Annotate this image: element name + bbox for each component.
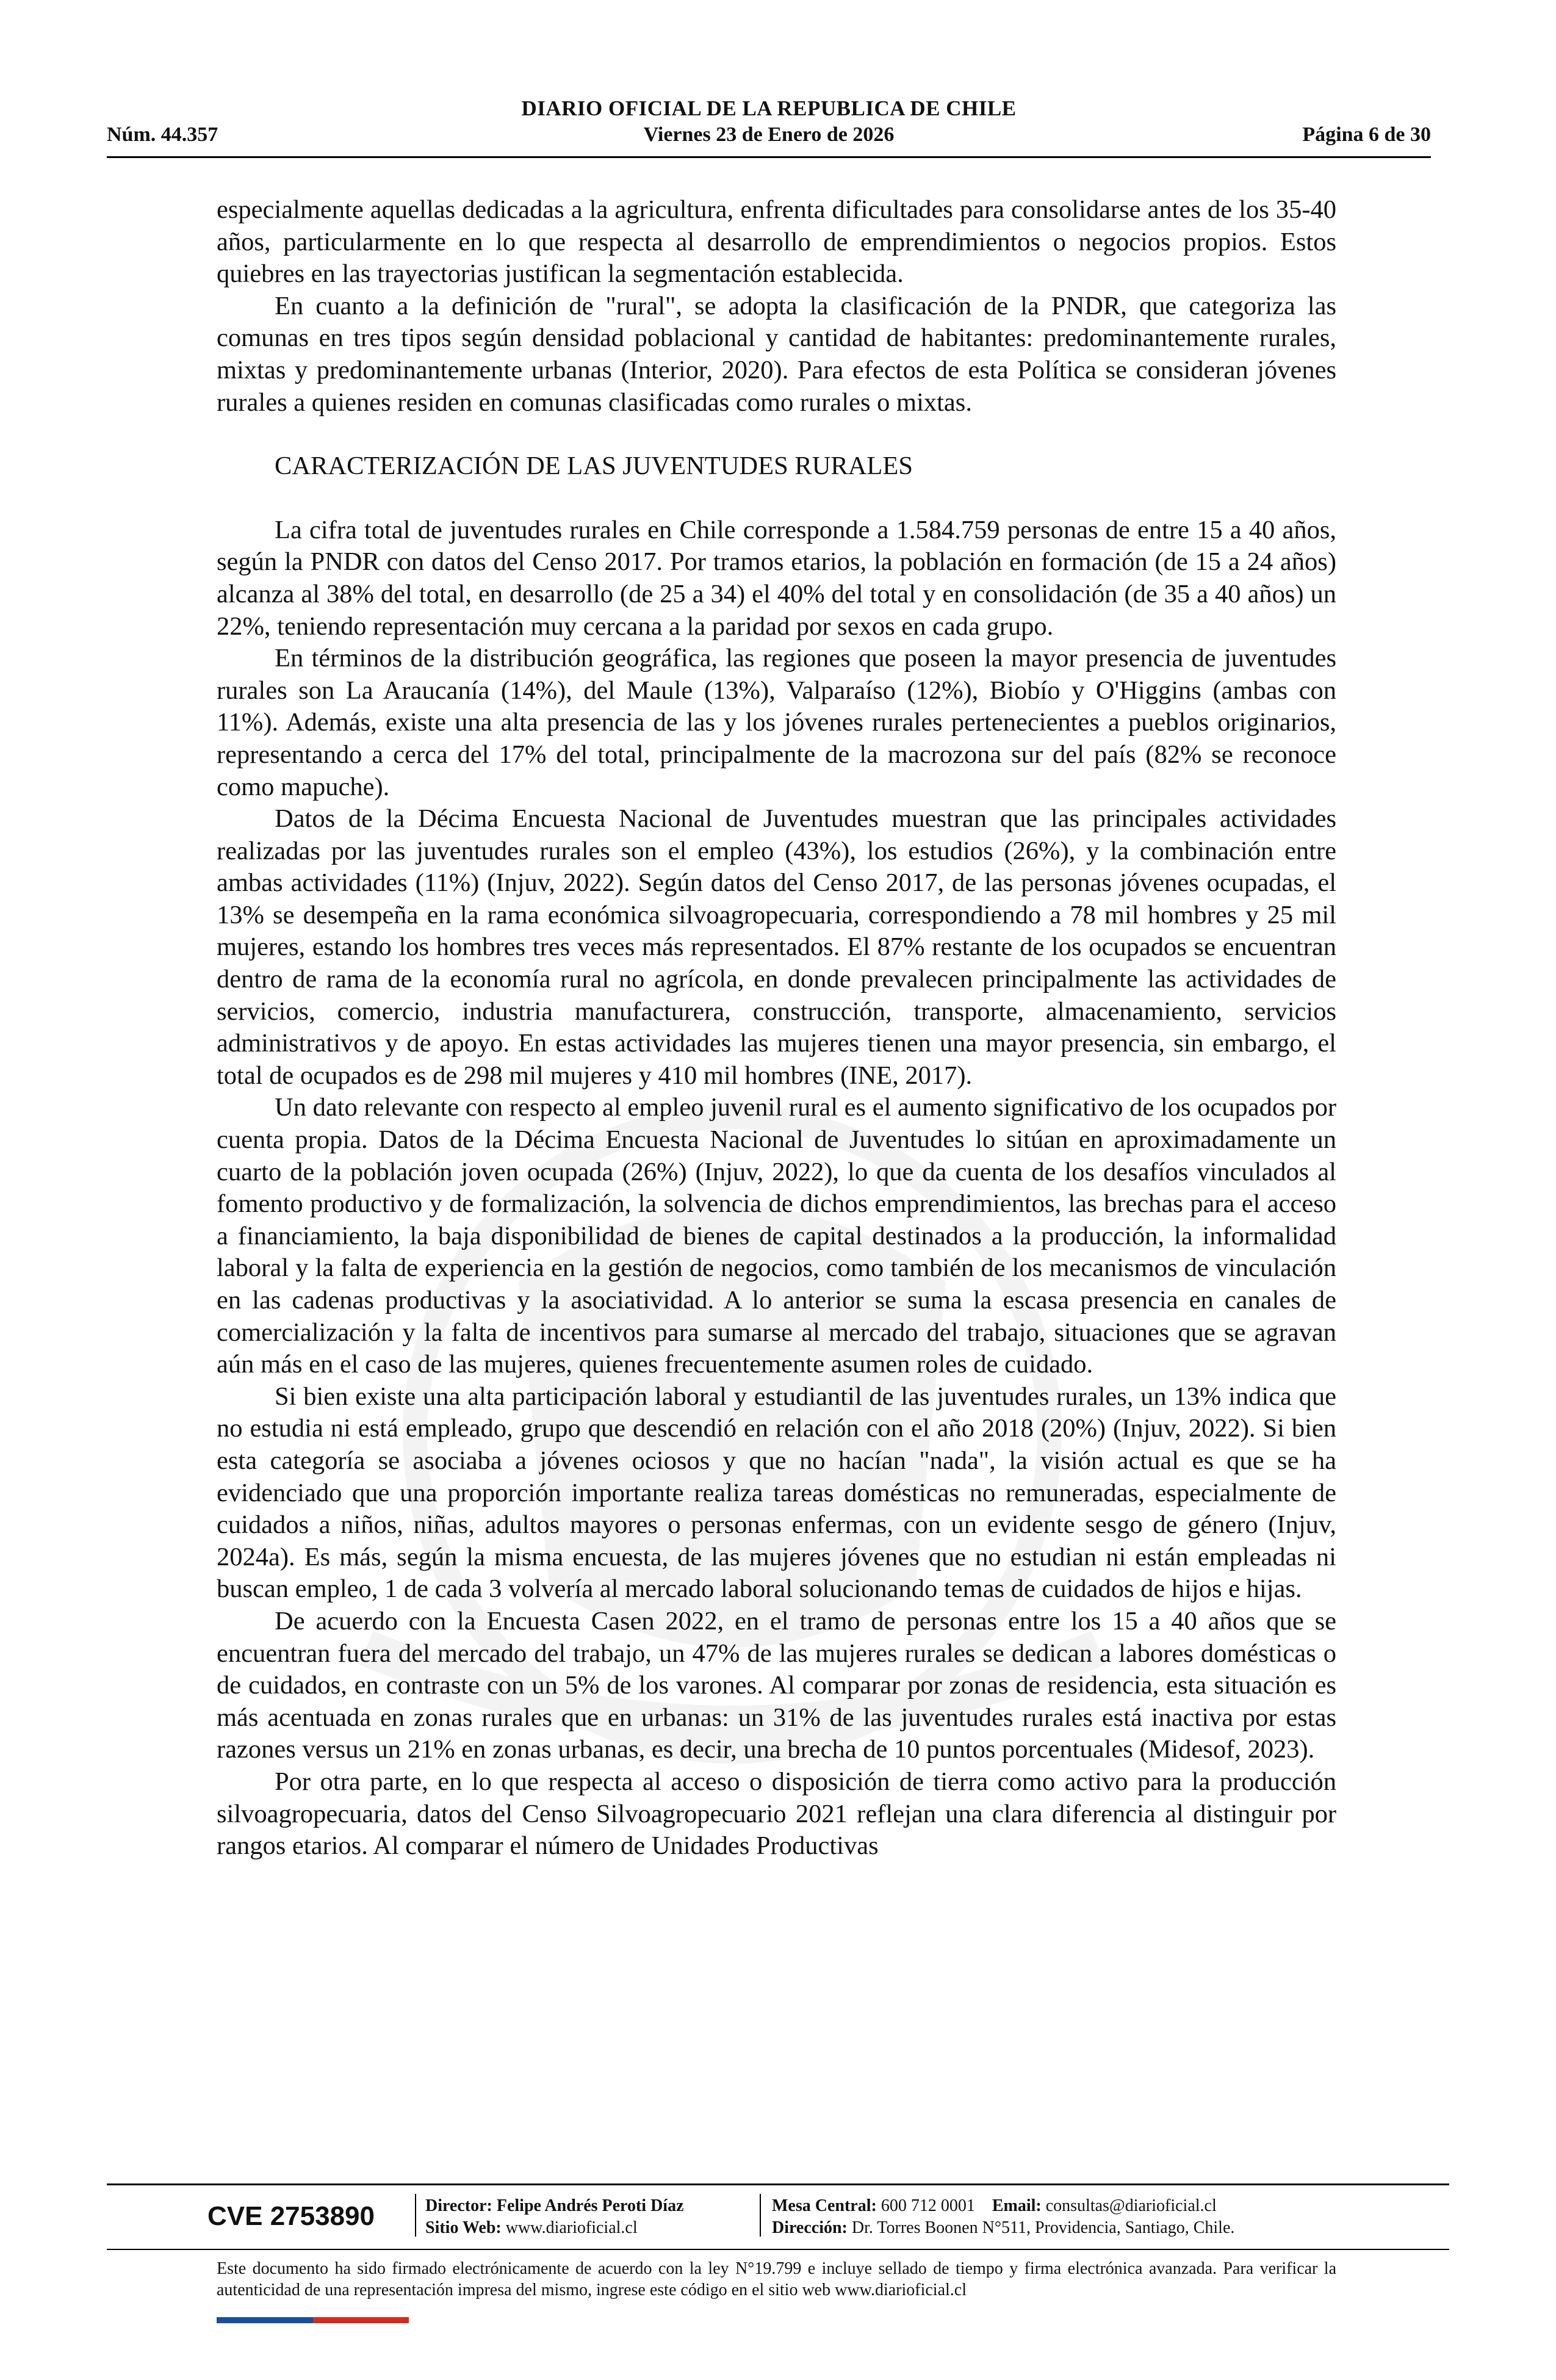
paragraph: Por otra parte, en lo que respecta al acceso o disposición de tierra como activo para la producción silvoagropecuaria, datos del Censo Silvoagropecuario 2021 reflejan una clara diferencia al distinguir por rangos etarios. Al comparar el número de Unidades Productivas — [217, 1767, 1336, 1861]
paragraph: Si bien existe una alta participación laboral y estudiantil de las juventudes rurales, un 13% indica que no estudia ni está empleado, grupo que descendió en relación con el año 2018 (20%) (Injuv, 2022). Si bien esta categoría se asociaba a jóvenes ociosos y que no hacían "nada", la visión actual es que se ha evidenciado que una proporción importante realiza tareas domésticas no remuneradas, especialmente de cuidados a niños, niñas, adultos mayores o personas enfermas, con un evidente sesgo de género (Injuv, 2024a). Es más, según la misma encuesta, de las mujeres jóvenes que no estudian ni están empleadas ni buscan empleo, 1 de cada 3 volvería al mercado laboral solucionando temas de cuidados de hijos e hijas. — [217, 1382, 1336, 1604]
publication-title: DIARIO OFICIAL DE LA REPUBLICA DE CHILE — [521, 96, 1017, 120]
section-heading: CARACTERIZACIÓN DE LAS JUVENTUDES RURALES — [275, 452, 913, 481]
footer-separator — [415, 2194, 416, 2237]
page-number: Página 6 de 30 — [1302, 123, 1431, 146]
page-footer — [107, 2188, 1449, 2249]
paragraph: En cuanto a la definición de "rural", se adopta la clasificación de la PNDR, que categoriza las comunas en tres tipos según densidad poblacional y cantidad de habitantes: predominantemente rurales, mixtas y predominantemente urbanas (Interior, 2020). Para efectos de esta Política se consideran jóvenes rurales a quienes residen en comunas clasificadas como rurales o mixtas. — [217, 291, 1336, 417]
flag-blue-segment — [217, 2317, 313, 2323]
issue-number: Núm. 44.357 — [107, 123, 218, 146]
web-label: Sitio Web: — [425, 2218, 502, 2237]
director-label: Director: — [425, 2196, 492, 2215]
director-name: Felipe Andrés Peroti Díaz — [496, 2196, 684, 2215]
email-label: Email: — [992, 2196, 1042, 2215]
footer-divider-top — [107, 2183, 1449, 2185]
chile-flag-stripe — [217, 2317, 409, 2323]
page-header — [107, 92, 1431, 156]
flag-red-segment — [313, 2317, 409, 2323]
web-link[interactable]: www.diarioficial.cl — [505, 2218, 638, 2237]
paragraph: De acuerdo con la Encuesta Casen 2022, en el tramo de personas entre los 15 a 40 años que se encuentran fuera del mercado del trabajo, un 47% de las mujeres rurales se dedican a labores domésticas o de cuidados, en contraste con un 5% de los varones. Al comparar por zonas de residencia, esta situación es más acentuada en zonas rurales que en urbanas: un 31% de las juventudes rurales está inactiva por estas razones versus un 21% en zonas urbanas, es decir, una brecha de 10 puntos porcentuales (Midesof, 2023). — [217, 1606, 1336, 1764]
footer-contact-block — [772, 2195, 1234, 2239]
header-divider — [107, 156, 1431, 158]
footer-divider-bottom — [107, 2249, 1449, 2250]
phone-value: 600 712 0001 — [881, 2196, 975, 2215]
issue-date: Viernes 23 de Enero de 2026 — [643, 123, 895, 146]
email-link[interactable]: consultas@diarioficial.cl — [1045, 2196, 1217, 2215]
article-body — [217, 194, 1336, 1863]
paragraph: Un dato relevante con respecto al empleo juvenil rural es el aumento significativo de los ocupados por cuenta propia. Datos de la Décima Encuesta Nacional de Juventudes lo sitúan en aproximadamente un cuarto de la población joven ocupada (26%) (Injuv, 2022), lo que da cuenta de los desafíos vinculados al fomento productivo y de formalización, la solvencia de dichos emprendimientos, las brechas para el acceso a financiamiento, la baja disponibilidad de bienes de capital destinados a la producción, la informalidad laboral y la falta de experiencia en la gestión de negocios, como también de los mecanismos de vinculación en las cadenas productivas y la asociatividad. A lo anterior se suma la escasa presencia en canales de comercialización y la falta de incentivos para sumarse al mercado del trabajo, situaciones que se agravan aún más en el caso de las mujeres, quienes frecuentemente asumen roles de cuidado. — [217, 1093, 1336, 1379]
address-value: Dr. Torres Boonen N°511, Providencia, Santiago, Chile. — [851, 2218, 1235, 2237]
cve-code: CVE 2753890 — [207, 2201, 375, 2231]
legal-notice: Este documento ha sido firmado electrónicamente de acuerdo con la ley N°19.799 e incluye sellado de tiempo y firma electrónica avanzada. Para verificar la autenticidad de una representación impresa del mismo, ingrese este código en el sitio web www.diarioficial.cl — [217, 2259, 1336, 2299]
phone-label: Mesa Central: — [772, 2196, 877, 2215]
paragraph: En términos de la distribución geográfica, las regiones que poseen la mayor presencia de juventudes rurales son La Araucanía (14%), del Maule (13%), Valparaíso (12%), Biobío y O'Higgins (ambas con 11%). Además, existe una alta presencia de las y los jóvenes rurales pertenecientes a pueblos originarios, representando a cerca del 17% del total, principalmente de la macrozona sur del país (82% se reconoce como mapuche). — [217, 644, 1336, 801]
address-label: Dirección: — [772, 2218, 848, 2237]
paragraph: Datos de la Décima Encuesta Nacional de Juventudes muestran que las principales actividades realizadas por las juventudes rurales son el empleo (43%), los estudios (26%), y la combinación entre ambas actividades (11%) (Injuv, 2022). Según datos del Censo 2017, de las personas jóvenes ocupadas, el 13% se desempeña en la rama económica silvoagropecuaria, correspondiendo a 78 mil hombres y 25 mil mujeres, estando los hombres tres veces más representados. El 87% restante de los ocupados se encuentran dentro de rama de la economía rural no agrícola, en donde prevalecen principalmente las actividades de servicios, comercio, industria manufacturera, construcción, transporte, almacenamiento, servicios administrativos y de apoyo. En estas actividades las mujeres tienen una mayor presencia, sin embargo, el total de ocupados es de 298 mil mujeres y 410 mil hombres (INE, 2017). — [217, 804, 1336, 1090]
footer-separator — [760, 2194, 761, 2237]
paragraph: La cifra total de juventudes rurales en Chile corresponde a 1.584.759 personas de entre 15 a 40 años, según la PNDR con datos del Censo 2017. Por tramos etarios, la población en formación (de 15 a 24 años) alcanza al 38% del total, en desarrollo (de 25 a 34) el 40% del total y en consolidación (de 35 a 40 años) un 22%, teniendo representación muy cercana a la paridad por sexos en cada grupo. — [217, 515, 1336, 641]
footer-director-block — [425, 2195, 684, 2239]
paragraph: especialmente aquellas dedicadas a la agricultura, enfrenta dificultades para consolidarse antes de los 35-40 años, particularmente en lo que respecta al desarrollo de emprendimientos o negocios propios. Estos quiebres en las trayectorias justifican la segmentación establecida. — [217, 195, 1336, 289]
